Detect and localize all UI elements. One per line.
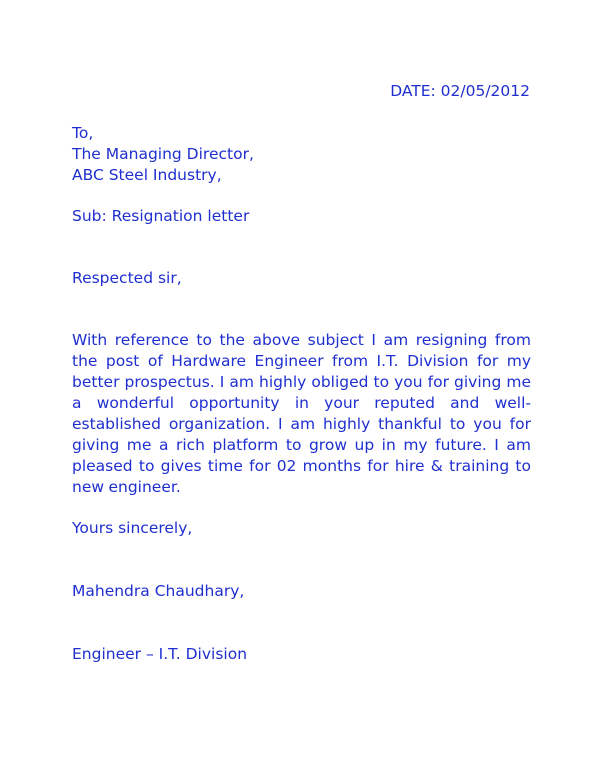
letter-body: With reference to the above subject I am resigning from the post of Hardware Engineer from I.T. Division for my better prospectus. I am highly obliged to you for giving me a wonderful opportunity in your reputed and well-established organization. I am highly thankful to you for giving me a rich platform to grow up in my future. I am pleased to gives time for 02 months for hire & training to new engineer.: [72, 331, 531, 496]
recipient-company: ABC Steel Industry,: [72, 166, 222, 184]
sender-name: Mahendra Chaudhary,: [72, 582, 245, 600]
recipient-title: The Managing Director,: [72, 145, 254, 163]
addressee-to: To,: [72, 124, 94, 142]
sender-title: Engineer – I.T. Division: [72, 645, 248, 663]
letter-date: DATE: 02/05/2012: [390, 82, 530, 100]
letter-subject: Sub: Resignation letter: [72, 207, 250, 225]
letter-closing: Yours sincerely,: [72, 519, 193, 537]
letter-salutation: Respected sir,: [72, 269, 182, 287]
